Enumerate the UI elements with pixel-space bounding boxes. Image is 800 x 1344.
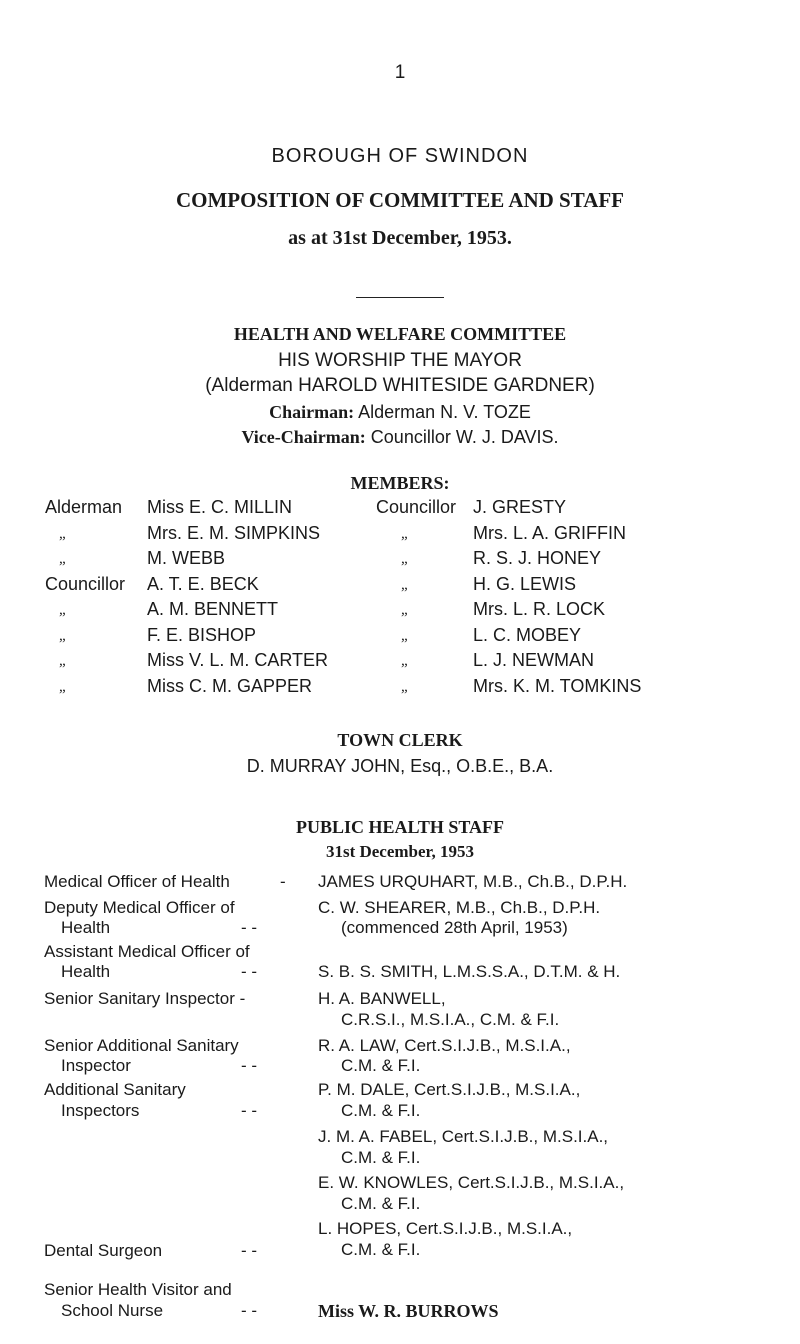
role-additional-cont: Inspectors <box>61 1101 140 1120</box>
member-name: Mrs. K. M. TOMKINS <box>473 675 642 696</box>
name-moh: JAMES URQUHART, M.B., Ch.B., D.P.H. <box>318 872 628 891</box>
name-additional-2-quals: C.M. & F.I. <box>341 1148 421 1167</box>
committee-heading: HEALTH AND WELFARE COMMITTEE <box>233 324 567 344</box>
role-health-visitor-dash: - - <box>241 1301 258 1320</box>
chairman-line <box>0 402 800 423</box>
member-name: A. T. E. BECK <box>147 573 259 594</box>
name-senior-additional: R. A. LAW, Cert.S.I.J.B., M.S.I.A., <box>318 1036 571 1055</box>
name-senior-additional-quals: C.M. & F.I. <box>341 1056 421 1075</box>
role-moh: Medical Officer of Health <box>44 872 230 891</box>
member-prefix: Alderman <box>45 497 123 517</box>
name-additional-3: E. W. KNOWLES, Cert.S.I.J.B., M.S.I.A., <box>318 1173 625 1192</box>
role-assistant: Assistant Medical Officer of <box>44 942 250 961</box>
member-prefix: „ <box>401 678 408 695</box>
role-dental: Dental Surgeon <box>44 1241 163 1260</box>
member-name: H. G. LEWIS <box>473 573 577 594</box>
town-clerk-heading: TOWN CLERK <box>337 730 463 750</box>
role-moh-dash: - <box>280 872 286 891</box>
name-senior-sanitary: H. A. BANWELL, <box>318 989 446 1008</box>
date-line: as at 31st December, 1953. <box>288 227 512 249</box>
member-prefix: „ <box>401 551 408 567</box>
name-additional-3-quals: C.M. & F.I. <box>341 1194 421 1213</box>
town-clerk-name: D. MURRAY JOHN, Esq., O.B.E., B.A. <box>246 756 554 776</box>
name-additional-1-quals: C.M. & F.I. <box>341 1101 421 1120</box>
member-name: R. S. J. HONEY <box>473 548 602 568</box>
borough-title: BOROUGH OF SWINDON <box>271 145 529 167</box>
member-prefix: „ <box>59 525 66 542</box>
role-deputy-dash: - - <box>241 918 258 937</box>
name-additional-4: L. HOPES, Cert.S.I.J.B., M.S.I.A., <box>318 1219 573 1238</box>
members-heading: MEMBERS: <box>350 473 450 493</box>
member-prefix: „ <box>401 653 408 669</box>
member-prefix: Councillor <box>45 573 126 594</box>
name-additional-1: P. M. DALE, Cert.S.I.J.B., M.S.I.A., <box>318 1080 581 1099</box>
member-name: Mrs. L. A. GRIFFIN <box>473 522 627 543</box>
mayor-line: HIS WORSHIP THE MAYOR <box>278 350 522 371</box>
role-assistant-cont: Health <box>61 962 111 981</box>
member-prefix: „ <box>401 627 408 644</box>
member-name: L. C. MOBEY <box>473 624 582 645</box>
role-additional: Additional Sanitary <box>44 1080 186 1099</box>
role-health-visitor: Senior Health Visitor and <box>44 1280 232 1299</box>
member-name: Miss V. L. M. CARTER <box>147 650 329 670</box>
member-prefix: Councillor <box>376 497 457 517</box>
member-prefix: „ <box>401 576 408 593</box>
role-senior-additional: Senior Additional Sanitary <box>44 1036 239 1055</box>
name-deputy-note: (commenced 28th April, 1953) <box>341 918 568 937</box>
member-name: J. GRESTY <box>473 497 567 517</box>
member-prefix: „ <box>401 602 408 618</box>
member-name: M. WEBB <box>147 548 226 568</box>
mayor-name: (Alderman HAROLD WHITESIDE GARDNER) <box>205 375 595 396</box>
divider-rule <box>356 297 444 298</box>
name-deputy: C. W. SHEARER, M.B., Ch.B., D.P.H. <box>318 898 601 917</box>
vice-chairman-line <box>0 427 800 448</box>
member-name: Mrs. E. M. SIMPKINS <box>147 522 321 543</box>
member-name: A. M. BENNETT <box>147 599 279 619</box>
role-dental-dash: - - <box>241 1241 258 1260</box>
chairman-name: Alderman N. V. TOZE <box>358 402 531 422</box>
member-prefix: „ <box>401 525 408 542</box>
member-name: Miss E. C. MILLIN <box>147 497 293 517</box>
role-deputy: Deputy Medical Officer of <box>44 898 235 917</box>
role-health-visitor-cont: School Nurse <box>61 1301 164 1320</box>
name-health-visitor: Miss W. R. BURROWS <box>318 1301 499 1321</box>
document-title: COMPOSITION OF COMMITTEE AND STAFF <box>175 188 625 212</box>
name-assistant: S. B. S. SMITH, L.M.S.S.A., D.T.M. & H. <box>318 962 621 981</box>
vice-chairman-label: Vice-Chairman: <box>241 427 366 447</box>
member-name: Mrs. L. R. LOCK <box>473 599 606 619</box>
member-prefix: „ <box>59 627 66 644</box>
member-name: F. E. BISHOP <box>147 624 257 645</box>
role-senior-additional-dash: - - <box>241 1056 258 1075</box>
staff-date: 31st December, 1953 <box>325 842 475 861</box>
name-additional-2: J. M. A. FABEL, Cert.S.I.J.B., M.S.I.A., <box>318 1127 609 1146</box>
role-assistant-dash: - - <box>241 962 258 981</box>
role-deputy-cont: Health <box>61 918 111 937</box>
role-senior-additional-cont: Inspector <box>61 1056 131 1075</box>
name-additional-4-quals: C.M. & F.I. <box>341 1240 421 1259</box>
role-additional-dash: - - <box>241 1101 258 1120</box>
name-senior-sanitary-quals: C.R.S.I., M.S.I.A., C.M. & F.I. <box>341 1010 560 1029</box>
role-senior-sanitary: Senior Sanitary Inspector - <box>44 989 246 1008</box>
member-name: Miss C. M. GAPPER <box>147 675 313 696</box>
member-prefix: „ <box>59 602 66 618</box>
staff-heading: PUBLIC HEALTH STAFF <box>295 817 505 837</box>
member-prefix: „ <box>59 678 66 695</box>
page-number: 1 <box>394 62 406 83</box>
member-name: L. J. NEWMAN <box>473 650 595 670</box>
vice-chairman-name: Councillor W. J. DAVIS. <box>370 427 559 447</box>
member-prefix: „ <box>59 551 66 567</box>
chairman-label: Chairman: <box>269 402 355 422</box>
member-prefix: „ <box>59 653 66 669</box>
